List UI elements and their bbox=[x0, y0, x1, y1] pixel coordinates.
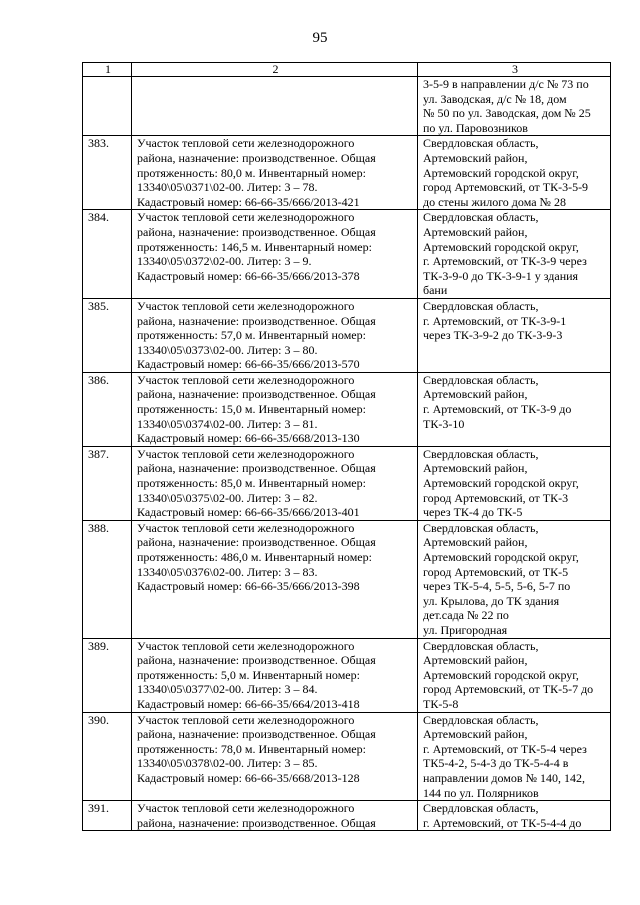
row-number: 389. bbox=[83, 638, 132, 712]
row-location: Свердловская область, Артемовский район, Артемовский городской округ, город Артемовский, от ТК-3 через ТК-4 до ТК-5 bbox=[418, 446, 611, 520]
table-row bbox=[83, 136, 611, 210]
row-number: 383. bbox=[83, 136, 132, 210]
table-row bbox=[83, 520, 611, 638]
row-number bbox=[83, 77, 132, 136]
row-description: Участок тепловой сети железнодорожного района, назначение: производственное. Общая протяженность: 486,0 м. Инвентарный номер: 13340\05\0376\02-00. Литер: 3 – 83. Кадастровый номер: 66-66-35/666/2013-398 bbox=[132, 520, 418, 638]
column-header-3: 3 bbox=[418, 63, 611, 77]
table-row bbox=[83, 712, 611, 801]
row-description: Участок тепловой сети железнодорожного района, назначение: производственное. Общая протяженность: 57,0 м. Инвентарный номер: 13340\05\0373\02-00. Литер: 3 – 80. Кадастровый номер: 66-66-35/666/2013-570 bbox=[132, 298, 418, 372]
row-description: Участок тепловой сети железнодорожного района, назначение: производственное. Общая протяженность: 15,0 м. Инвентарный номер: 13340\05\0374\02-00. Литер: 3 – 81. Кадастровый номер: 66-66-35/668/2013-130 bbox=[132, 372, 418, 446]
table-row bbox=[83, 298, 611, 372]
row-location: Свердловская область, Артемовский район, Артемовский городской округ, город Артемовский, от ТК-5 через ТК-5-4, 5-5, 5-6, 5-7 по ул. Крылова, до ТК здания дет.сада № 22 по ул. Пригородная bbox=[418, 520, 611, 638]
table-row bbox=[83, 446, 611, 520]
row-location: Свердловская область, Артемовский район, Артемовский городской округ, город Артемовский, от ТК-5-7 до ТК-5-8 bbox=[418, 638, 611, 712]
table-row bbox=[83, 801, 611, 831]
row-number: 388. bbox=[83, 520, 132, 638]
row-location: Свердловская область, Артемовский район, Артемовский городской округ, город Артемовский, от ТК-3-5-9 до стены жилого дома № 28 bbox=[418, 136, 611, 210]
row-number: 387. bbox=[83, 446, 132, 520]
row-location: Свердловская область, Артемовский район, г. Артемовский, от ТК-3-9 до ТК-3-10 bbox=[418, 372, 611, 446]
row-location: Свердловская область, Артемовский район, г. Артемовский, от ТК-5-4 через ТК5-4-2, 5-4-3 до ТК-5-4-4 в направлении домов № 140, 142, 144 по ул. Полярников bbox=[418, 712, 611, 801]
table-body bbox=[83, 77, 611, 831]
row-location: Свердловская область, г. Артемовский, от ТК-3-9-1 через ТК-3-9-2 до ТК-3-9-3 bbox=[418, 298, 611, 372]
row-number: 384. bbox=[83, 210, 132, 299]
row-location: 3-5-9 в направлении д/с № 73 по ул. Заводская, д/с № 18, дом № 50 по ул. Заводская, дом № 25 по ул. Паровозников bbox=[418, 77, 611, 136]
row-description: Участок тепловой сети железнодорожного района, назначение: производственное. Общая протяженность: 85,0 м. Инвентарный номер: 13340\05\0375\02-00. Литер: 3 – 82. Кадастровый номер: 66-66-35/666/2013-401 bbox=[132, 446, 418, 520]
table-row bbox=[83, 77, 611, 136]
row-number: 390. bbox=[83, 712, 132, 801]
row-number: 385. bbox=[83, 298, 132, 372]
row-description: Участок тепловой сети железнодорожного района, назначение: производственное. Общая протяженность: 146,5 м. Инвентарный номер: 13340\05\0372\02-00. Литер: 3 – 9. Кадастровый номер: 66-66-35/666/2013-378 bbox=[132, 210, 418, 299]
column-header-2: 2 bbox=[132, 63, 418, 77]
row-description bbox=[132, 77, 418, 136]
table-header bbox=[83, 63, 611, 77]
table-row bbox=[83, 372, 611, 446]
row-description: Участок тепловой сети железнодорожного района, назначение: производственное. Общая bbox=[132, 801, 418, 831]
table-row bbox=[83, 638, 611, 712]
table-row bbox=[83, 210, 611, 299]
row-description: Участок тепловой сети железнодорожного района, назначение: производственное. Общая протяженность: 5,0 м. Инвентарный номер: 13340\05\0377\02-00. Литер: 3 – 84. Кадастровый номер: 66-66-35/664/2013-418 bbox=[132, 638, 418, 712]
page-number: 95 bbox=[312, 30, 328, 46]
row-description: Участок тепловой сети железнодорожного района, назначение: производственное. Общая протяженность: 80,0 м. Инвентарный номер: 13340\05\0371\02-00. Литер: 3 – 78. Кадастровый номер: 66-66-35/666/2013-421 bbox=[132, 136, 418, 210]
row-description: Участок тепловой сети железнодорожного района, назначение: производственное. Общая протяженность: 78,0 м. Инвентарный номер: 13340\05\0378\02-00. Литер: 3 – 85. Кадастровый номер: 66-66-35/668/2013-128 bbox=[132, 712, 418, 801]
property-registry-table bbox=[82, 62, 611, 831]
row-number: 386. bbox=[83, 372, 132, 446]
row-location: Свердловская область, г. Артемовский, от ТК-5-4-4 до bbox=[418, 801, 611, 831]
row-number: 391. bbox=[83, 801, 132, 831]
column-header-1: 1 bbox=[83, 63, 132, 77]
row-location: Свердловская область, Артемовский район, Артемовский городской округ, г. Артемовский, от ТК-3-9 через ТК-3-9-0 до ТК-3-9-1 у здания бани bbox=[418, 210, 611, 299]
